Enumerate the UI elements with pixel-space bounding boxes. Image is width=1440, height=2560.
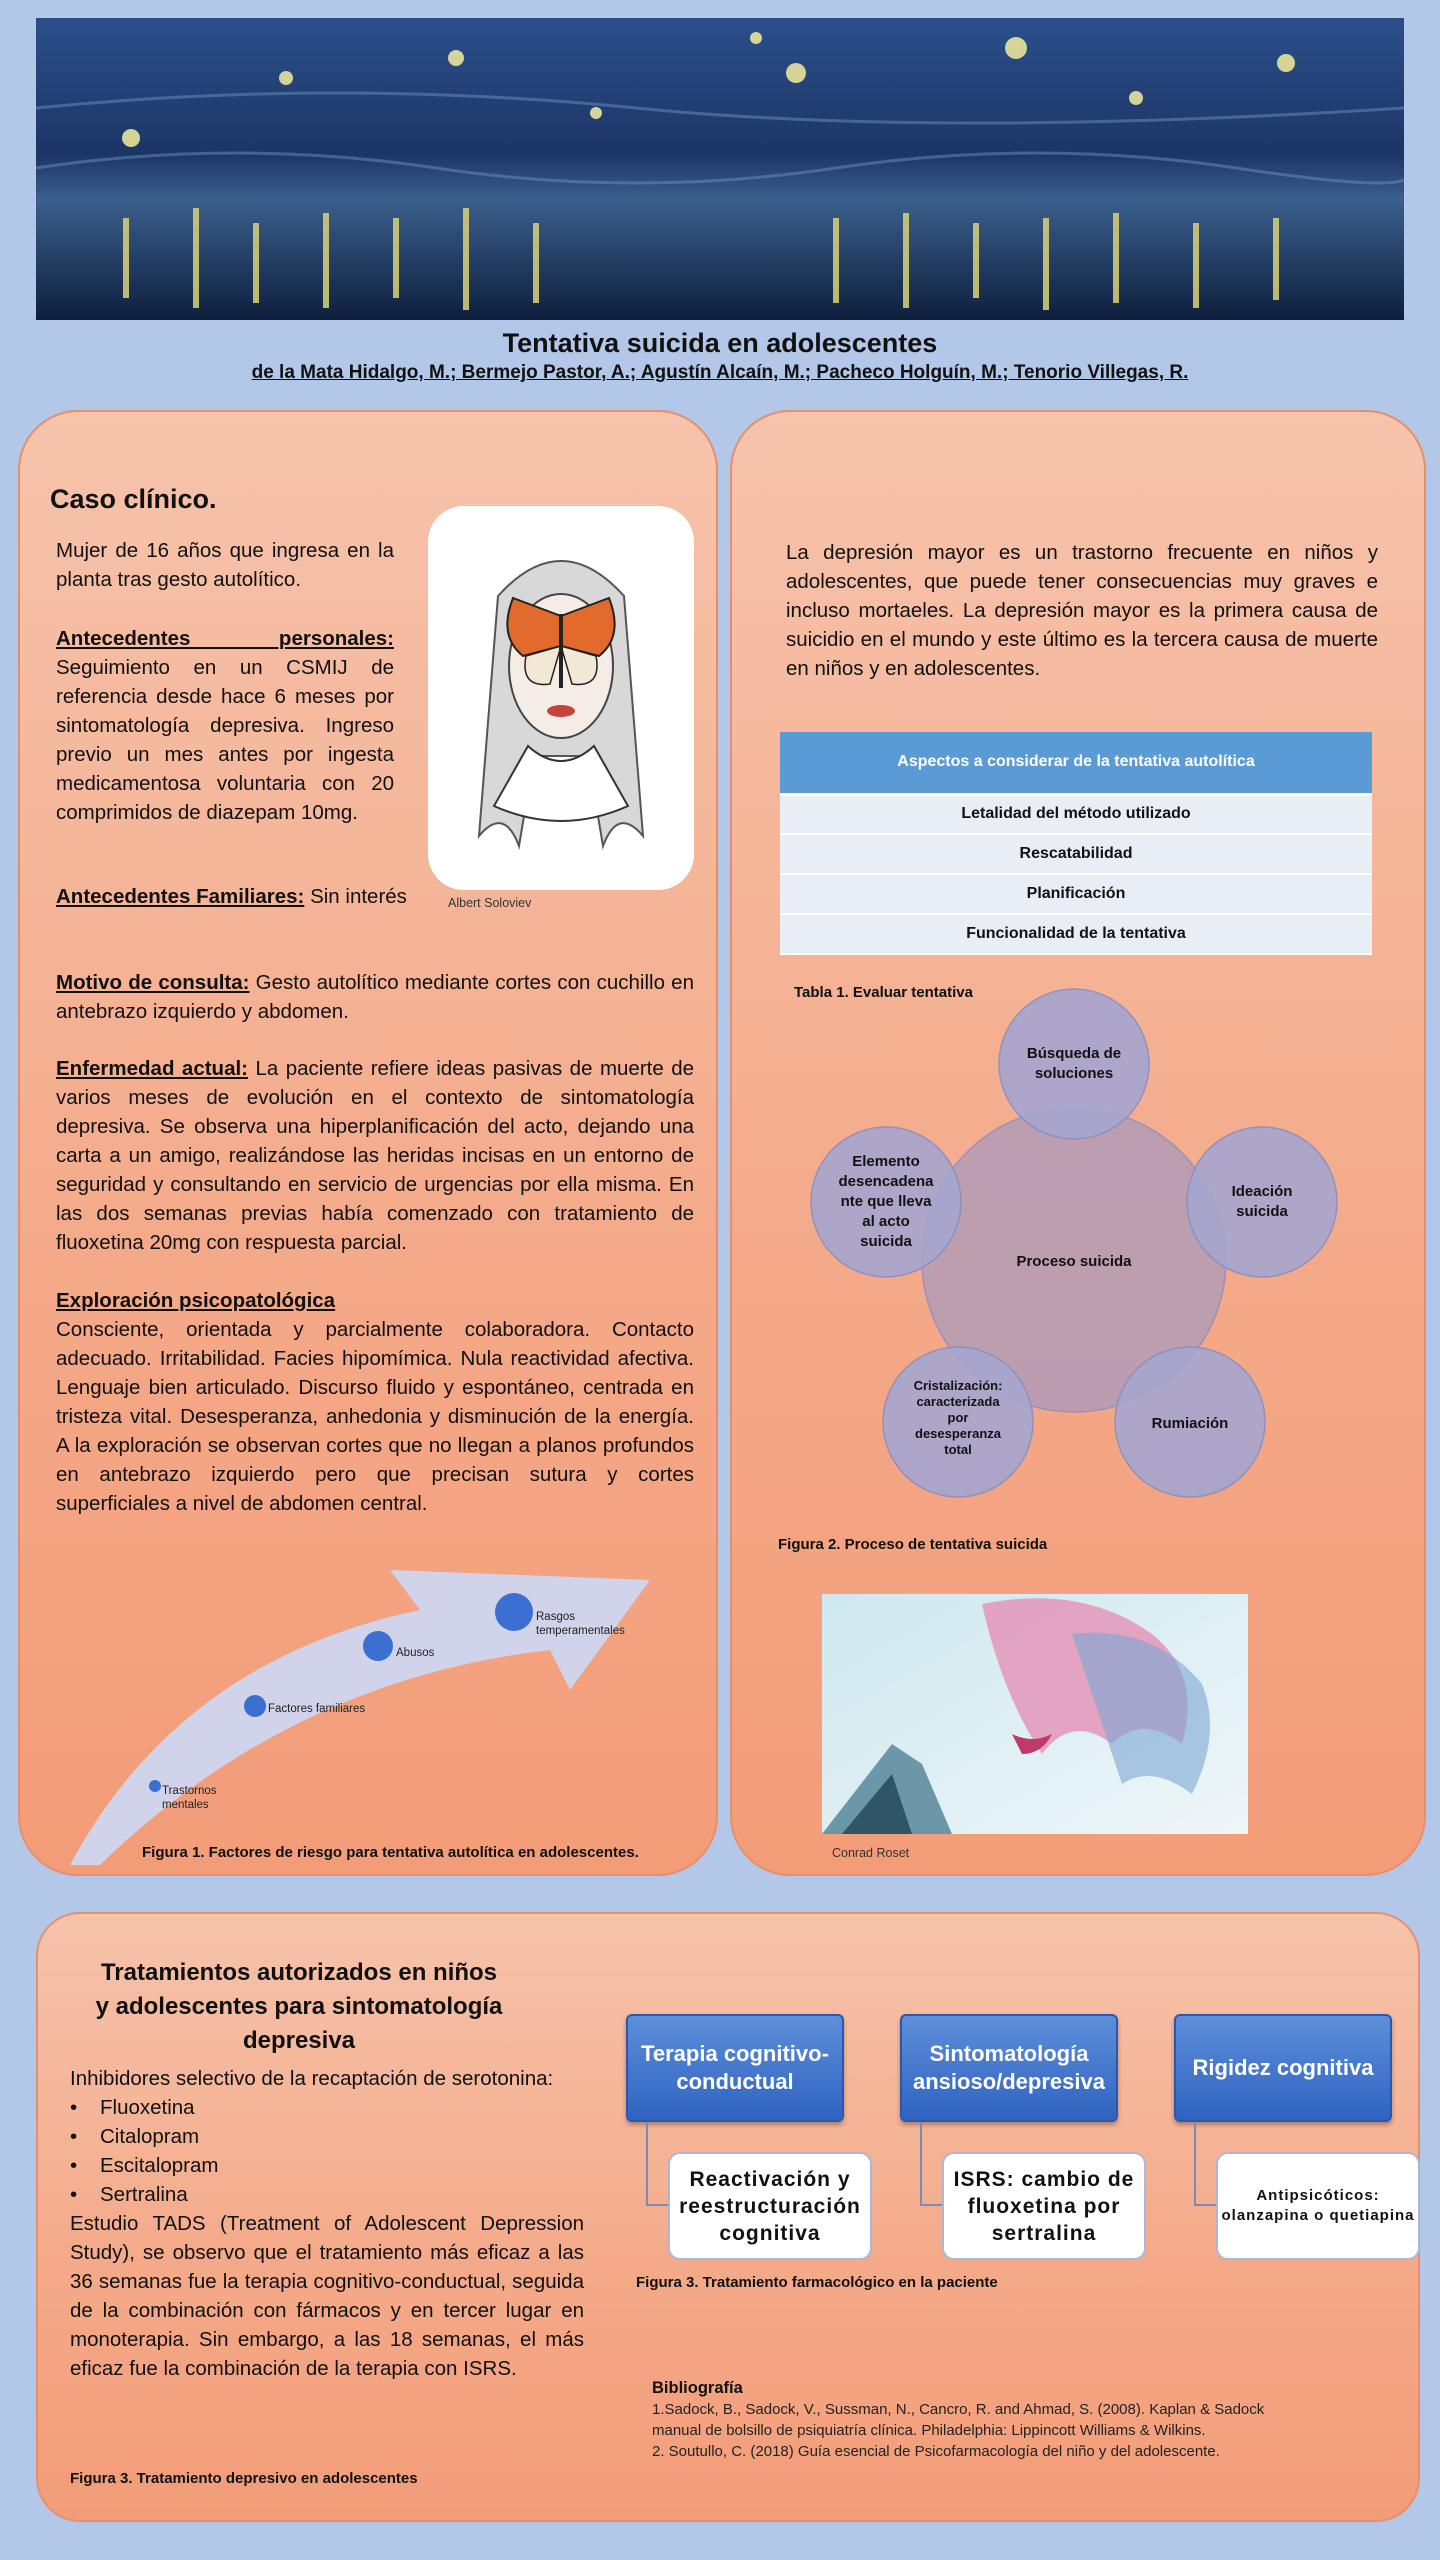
case-intro: [56, 536, 394, 594]
consult-reason: [56, 968, 694, 1026]
bibliography-ref-2: 2. Soutullo, C. (2018) Guía esencial de Psicofarmacología del niño y del adolescente.: [652, 2443, 1220, 2460]
flow-header-rigidity: Rigidez cognitiva: [1174, 2014, 1392, 2122]
risk-label-2: Factores familiares: [268, 1703, 366, 1715]
cycle-node-bottom-right-label: Rumiación: [1151, 1415, 1229, 1432]
portrait-illustration: [428, 506, 694, 890]
risk-label-3: Abusos: [396, 1647, 435, 1659]
risk-label-1: Trastornos mentales: [162, 1785, 217, 1811]
flow-detail-therapy: Reactivación y reestructuración cognitiva: [668, 2152, 872, 2260]
risk-point-1: [149, 1780, 161, 1792]
treatment-title-line: depresiva: [242, 2027, 356, 2054]
family-history-label: Antecedentes Familiares:: [56, 885, 305, 908]
table-row: Rescatabilidad: [780, 834, 1372, 874]
treatment-body: [70, 2064, 584, 2383]
figure3-treatment-caption: Figura 3. Tratamiento depresivo en adolescentes: [70, 2470, 418, 2487]
treatment-title-line: y adolescentes para sintomatología: [95, 1993, 503, 2020]
risk-point-3: [363, 1631, 393, 1661]
watercolor-illustration: [822, 1594, 1248, 1834]
poster-title: Tentativa suicida en adolescentes: [502, 328, 938, 358]
table-row: Letalidad del método utilizado: [780, 794, 1372, 834]
personal-history: [56, 624, 394, 827]
flow-connector-3: [1194, 2122, 1218, 2206]
list-item: • Sertralina: [70, 2180, 584, 2209]
bibliography-heading: Bibliografía: [652, 2379, 743, 2397]
bibliography: [652, 2378, 1272, 2462]
ssri-intro: Inhibidores selectivo de la recaptación de serotonina:: [70, 2067, 554, 2090]
suicidal-process-diagram: [800, 980, 1360, 1510]
personal-history-label: Antecedentes personales:: [56, 627, 394, 650]
treatment-title: [84, 1956, 514, 2058]
family-history: [56, 882, 428, 911]
risk-point-2: [244, 1695, 266, 1717]
depression-intro: La depresión mayor es un trastorno frecuente en niños y adolescentes, que puede tener consecuencias muy graves e incluso mortaeles. La depresión mayor es la primera causa de suicidio en el mundo y este último es la tercera causa de muerte en niños y en adolescentes.: [786, 541, 1378, 680]
photo-credit: Conrad Roset: [832, 1846, 910, 1860]
table-row: Planificación: [780, 874, 1372, 914]
family-history-text: Sin interés: [304, 885, 407, 908]
poster-authors: de la Mata Hidalgo, M.; Bermejo Pastor, A.; Agustín Alcaín, M.; Pacheco Holguín, M.; Tenorio Villegas, R.: [251, 362, 1189, 383]
psycho-exploration: [56, 1286, 694, 1518]
figure1-caption: Figura 1. Factores de riesgo para tentativa autolítica en adolescentes.: [142, 1844, 639, 1861]
flow-detail-symptoms: ISRS: cambio de fluoxetina por sertralina: [942, 2152, 1146, 2260]
case-intro-text: Mujer de 16 años que ingresa en la planta tras gesto autolítico.: [56, 539, 394, 591]
case-heading: Caso clínico.: [50, 484, 217, 514]
table1-caption: Tabla 1. Evaluar tentativa: [794, 984, 973, 1001]
risk-label-4: Rasgos temperamentales: [536, 1611, 625, 1637]
cycle-node-left-label: Elemento desencadena nte que lleva al acto suicida: [838, 1153, 934, 1250]
cycle-node-right-label: Ideación suicida: [1231, 1183, 1293, 1220]
figure3-flow-caption: Figura 3. Tratamiento farmacológico en la paciente: [636, 2274, 998, 2291]
header-painting: [36, 18, 1404, 320]
figure2-caption: Figura 2. Proceso de tentativa suicida: [778, 1536, 1048, 1553]
current-illness-label: Enfermedad actual:: [56, 1057, 249, 1080]
drug-list: [70, 2093, 584, 2209]
bibliography-ref-1: 1.Sadock, B., Sadock, V., Sussman, N., Cancro, R. and Ahmad, S. (2008). Kaplan & Sadock manual de bolsillo de psiquiatría clínica. Philadelphia: Lippincott Williams & Wilkins.: [652, 2401, 1265, 2439]
list-item: • Fluoxetina: [70, 2093, 584, 2122]
list-item: • Citalopram: [70, 2122, 584, 2151]
aspects-table: [780, 732, 1372, 955]
consult-reason-text: Gesto autolítico mediante cortes con cuchillo en antebrazo izquierdo y abdomen.: [56, 971, 694, 1023]
personal-history-text: Seguimiento en un CSMIJ de referencia desde hace 6 meses por sintomatología depresiva. Ingreso previo un mes antes por ingesta medicamentosa voluntaria con 20 comprimidos de diazepam 10mg.: [56, 656, 394, 824]
flow-header-symptoms: Sintomatología ansioso/depresiva: [900, 2014, 1118, 2122]
cycle-node-top-label: Búsqueda de soluciones: [1026, 1045, 1122, 1082]
table-row: Funcionalidad de la tentativa: [780, 914, 1372, 954]
cycle-node-bottom-left-label: Cristalización: caracterizada por desesperanza total: [913, 1378, 1003, 1457]
treatment-title-line: Tratamientos autorizados en niños: [100, 1959, 498, 1986]
list-item: • Escitalopram: [70, 2151, 584, 2180]
risk-point-4: [495, 1593, 533, 1631]
flow-connector-1: [646, 2122, 670, 2206]
current-illness: [56, 1054, 694, 1257]
cycle-node-top: [999, 989, 1149, 1139]
flow-header-therapy: Terapia cognitivo-conductual: [626, 2014, 844, 2122]
consult-reason-label: Motivo de consulta:: [56, 971, 250, 994]
cycle-node-right: [1187, 1127, 1337, 1277]
cycle-center-label: Proceso suicida: [1016, 1253, 1132, 1270]
tads-study-text: Estudio TADS (Treatment of Adolescent Depression Study), se observo que el tratamiento más eficaz a las 36 semanas fue la terapia cognitivo-conductual, seguida de la combinación con fármacos y en tercer lugar en monoterapia. Sin embargo, a las 18 semanas, el más eficaz fue la combinación de la terapia con ISRS.: [70, 2212, 584, 2380]
current-illness-text: La paciente refiere ideas pasivas de muerte de varios meses de evolución en el contexto de sintomatología depresiva. Se observa una hiperplanificación del acto, dejando una carta a un amigo, realizándose las heridas incisas en un entorno de seguridad y consultando en servicio de urgencias por ella misma. En las dos semanas previas había comenzado con tratamiento de fluoxetina 20mg con respuesta parcial.: [56, 1057, 695, 1254]
portrait-credit: Albert Soloviev: [448, 896, 532, 910]
psycho-exploration-text: Consciente, orientada y parcialmente colaboradora. Contacto adecuado. Irritabilidad. Facies hipomímica. Nula reactividad afectiva. Lenguaje bien articulado. Discurso fluido y espontáneo, centrada en tristeza vital. Desesperanza, anhedonia y disminución de la energía. A la exploración se observan cortes que no llegan a planos profundos en antebrazo izquierdo pero que precisan sutura y cortes superficiales a nivel de abdomen central.: [56, 1318, 694, 1515]
flow-detail-rigidity: Antipsicóticos: olanzapina o quetiapina: [1216, 2152, 1420, 2260]
flow-connector-2: [920, 2122, 944, 2206]
risk-factors-figure: [60, 1500, 660, 1870]
psycho-exploration-label: Exploración psicopatológica: [56, 1289, 336, 1312]
aspects-table-header: Aspectos a considerar de la tentativa autolítica: [780, 732, 1372, 794]
